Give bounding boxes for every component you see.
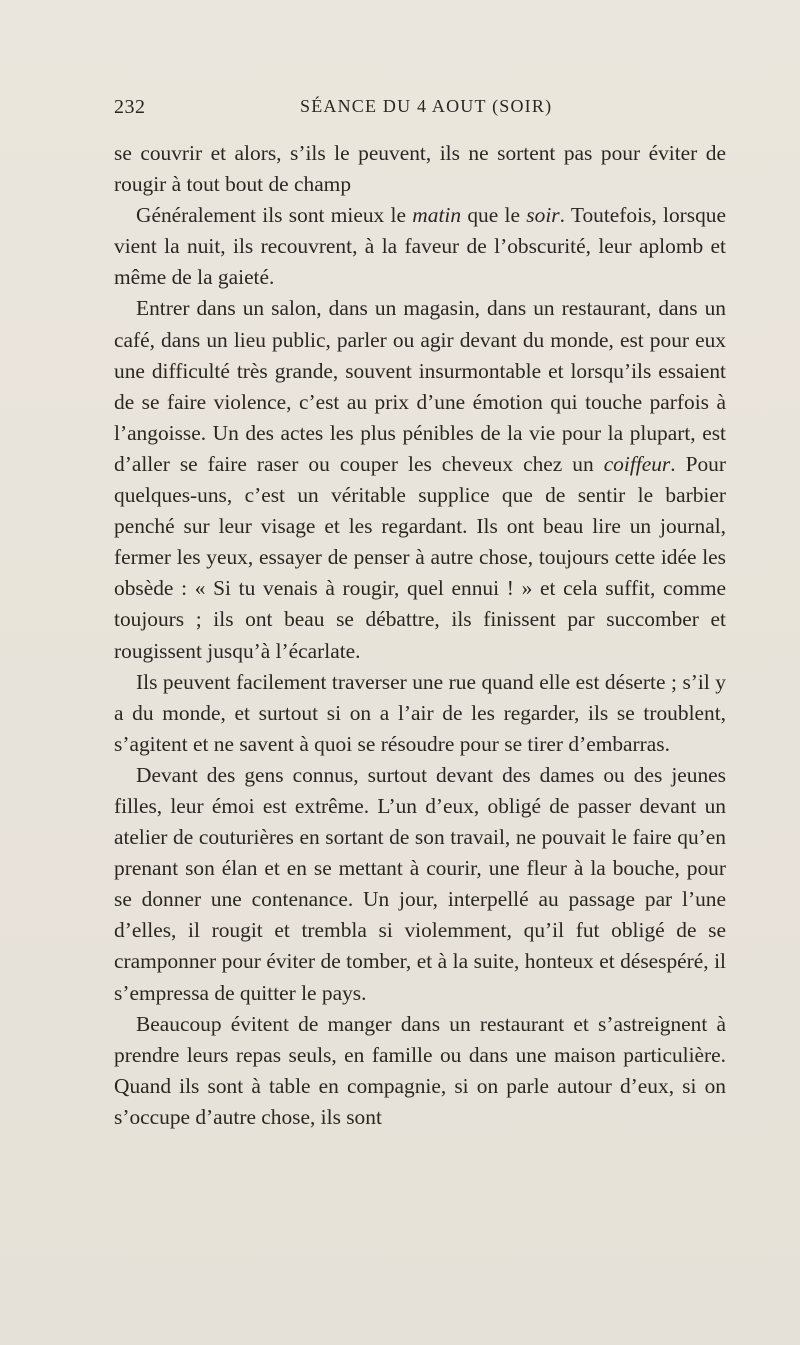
paragraph-1: se couvrir et alors, s’ils le peuvent, ils ne sortent pas pour éviter de rougir à tout bout de champ	[114, 141, 726, 197]
paragraph-4: Ils peuvent facilement traverser une rue quand elle est déserte ; s’il y a du monde, et surtout si on a l’air de les regarder, ils se troublent, s’agitent et ne savent à quoi se résoudre pour se tirer d’embarras.	[114, 669, 726, 756]
emphasis-soir: soir	[526, 203, 560, 228]
running-head	[114, 96, 726, 122]
page-number: 232	[114, 96, 146, 118]
paragraph-6: Beaucoup évitent de manger dans un restaurant et s’astreignent à prendre leurs repas seuls, en famille ou dans une maison particulière. Quand ils sont à table en compagnie, si on parle autour d’eux, si on s’occupe d’autre chose, ils sont	[114, 1011, 726, 1129]
paragraph-3	[114, 293, 726, 666]
emphasis-coiffeur: coiffeur	[603, 451, 671, 476]
paragraph-2-text-a: Généralement ils sont mieux le	[136, 203, 413, 228]
paragraph-3-text-b: . Pour quelques-uns, c’est un véritable supplice que de sentir le barbier penché sur leur visage et les regardant. Ils ont beau lire un journal, fermer les yeux, essayer de penser à autre chose, toujours cette idée les obsède : « Si tu venais à rougir, quel ennui ! » et cela suffit, comme toujours ; ils ont beau se débattre, ils finissent par succomber et rougissent jusqu’à l’écarlate.	[114, 451, 727, 663]
body-text	[114, 138, 726, 1133]
paragraph-5: Devant des gens connus, surtout devant des dames ou des jeunes filles, leur émoi est extrême. L’un d’eux, obligé de passer devant un atelier de couturières en sortant de son travail, ne pouvait le faire qu’en prenant son élan et en se mettant à courir, une fleur à la bouche, pour se donner une contenance. Un jour, interpellé au passage par l’une d’elles, il rougit et trembla si violemment, qu’il fut obligé de se cramponner pour éviter de tomber, et à la suite, honteux et désespéré, il s’empressa de quitter le pays.	[114, 762, 726, 1005]
running-title: SÉANCE DU 4 AOUT (SOIR)	[300, 96, 553, 116]
paragraph-3-text-a: Entrer dans un salon, dans un magasin, dans un restaurant, dans un café, dans un lieu public, parler ou agir devant du monde, est pour eux une difficulté très grande, souvent insurmontable et lorsqu’ils essaient de se faire violence, c’est au prix d’une émotion qui touche parfois à l’angoisse. Un des actes les plus pénibles de la vie pour la plupart, est d’aller se faire raser ou couper les cheveux chez un	[114, 296, 726, 476]
paragraph-2	[114, 200, 726, 293]
paragraph-2-text-c: . Toutefois, lorsque vient la nuit, ils recouvrent, à la faveur de l’obscurité, leur aplomb et même de la gaieté.	[114, 203, 726, 290]
paragraph-2-text-b: que le	[461, 203, 527, 228]
emphasis-matin: matin	[412, 203, 462, 228]
